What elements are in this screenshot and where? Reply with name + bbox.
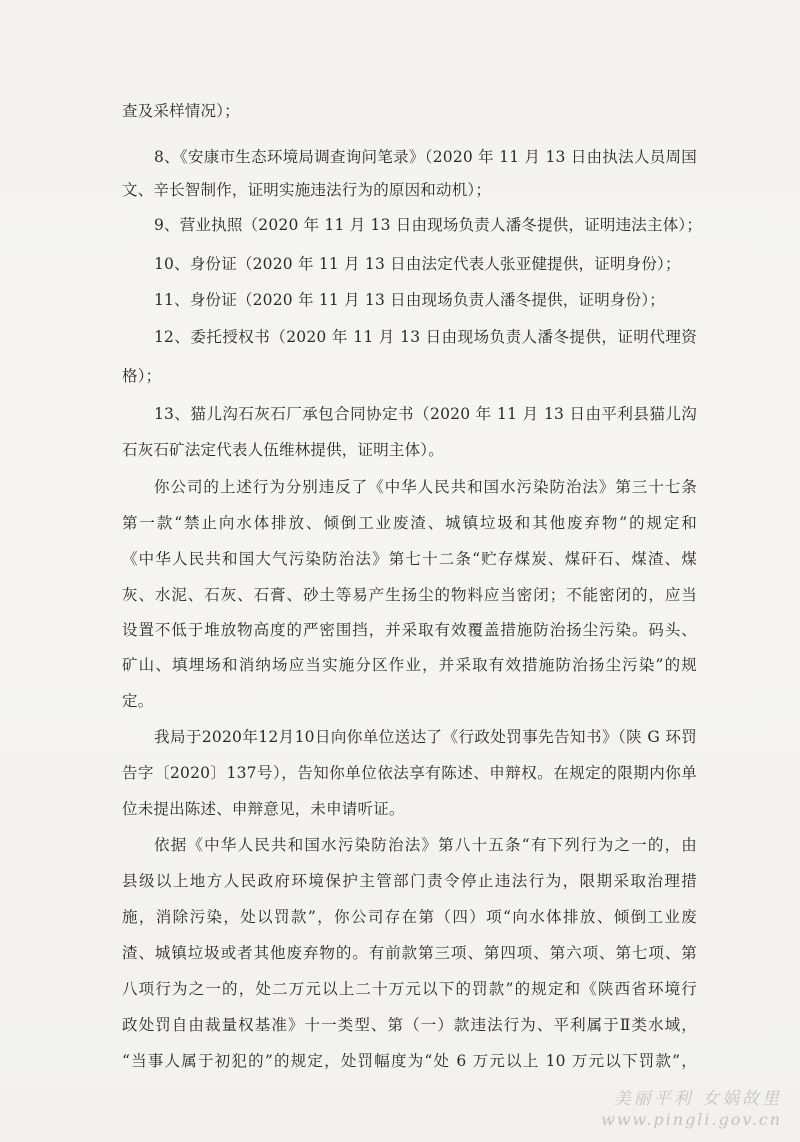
text-line-16: 矿山、填埋场和消纳场应当实施分区作业，并采取有效措施防治扬尘污染”的规 [122, 656, 697, 674]
text-line-1: 查及采样情况）； [122, 102, 240, 120]
text-line-22: 县级以上地方人民政府环境保护主管部门责令停止违法行为，限期采取治理措 [122, 872, 697, 890]
text-line-26: 政处罚自由裁量权基准》十一类型、第（一）款违法行为、平利属于Ⅱ类水域， [122, 1016, 697, 1034]
text-line-12: 第一款“禁止向水体排放、倾倒工业废渣、城镇垃圾和其他废弃物”的规定和 [122, 514, 697, 532]
text-line-15: 设置不低于堆放物高度的严密围挡，并采取有效覆盖措施防治扬尘污染。码头、 [122, 621, 697, 639]
text-line-5: 10、身份证（2020 年 11 月 13 日由法定代表人张亚健提供，证明身份）； [154, 255, 681, 273]
text-line-21: 依据《中华人民共和国水污染防治法》第八十五条“有下列行为之一的，由 [154, 836, 697, 854]
text-line-23: 施，消除污染，处以罚款”，你公司存在第（四）项“向水体排放、倾倒工业废 [122, 908, 697, 926]
text-line-9: 13、猫儿沟石灰石厂承包合同协定书（2020 年 11 月 13 日由平利县猫儿沟 [154, 405, 697, 423]
text-line-7: 12、委托授权书（2020 年 11 月 13 日由现场负责人潘冬提供，证明代理资 [154, 328, 697, 346]
text-line-6: 11、身份证（2020 年 11 月 13 日由现场负责人潘冬提供，证明身份）； [154, 291, 666, 309]
text-line-13: 《中华人民共和国大气污染防治法》第七十二条“贮存煤炭、煤矸石、煤渣、煤 [122, 550, 697, 568]
site-watermark [601, 1088, 782, 1130]
text-line-27: “当事人属于初犯的”的规定，处罚幅度为“处 6 万元以上 10 万元以下罚款”， [122, 1052, 697, 1070]
text-line-20: 位未提出陈述、申辩意见，未申请听证。 [122, 800, 405, 818]
text-line-18: 我局于2020年12月10日向你单位送达了《行政处罚事先告知书》（陕 G 环罚 [154, 728, 697, 746]
text-line-14: 灰、水泥、石灰、石膏、砂土等易产生扬尘的物料应当密闭；不能密闭的，应当 [122, 586, 697, 604]
text-line-25: 八项行为之一的，处二万元以上二十万元以下的罚款”的规定和《陕西省环境行 [122, 980, 697, 998]
text-line-24: 渣、城镇垃圾或者其他废弃物的。有前款第三项、第四项、第六项、第七项、第 [122, 944, 697, 962]
text-line-2: 8、《安康市生态环境局调查询问笔录》（2020 年 11 月 13 日由执法人员周国 [154, 148, 697, 166]
text-line-4: 9、营业执照（2020 年 11 月 13 日由现场负责人潘冬提供，证明违法主体）； [154, 216, 703, 234]
watermark-url: www.pingli.gov.cn [601, 1110, 782, 1129]
text-line-19: 告字〔2020〕137号），告知你单位依法享有陈述、申辩权。在规定的限期内你单 [122, 764, 697, 782]
text-line-3: 文、辛长智制作，证明实施违法行为的原因和动机）； [122, 181, 492, 199]
text-line-11: 你公司的上述行为分别违反了《中华人民共和国水污染防治法》第三十七条 [154, 478, 697, 496]
watermark-slogan: 美丽平利 女娲故里 [613, 1089, 782, 1109]
text-line-8: 格）； [122, 367, 162, 385]
text-line-17: 定。 [122, 692, 154, 710]
text-line-10: 石灰石矿法定代表人伍维林提供，证明主体）。 [122, 441, 444, 459]
